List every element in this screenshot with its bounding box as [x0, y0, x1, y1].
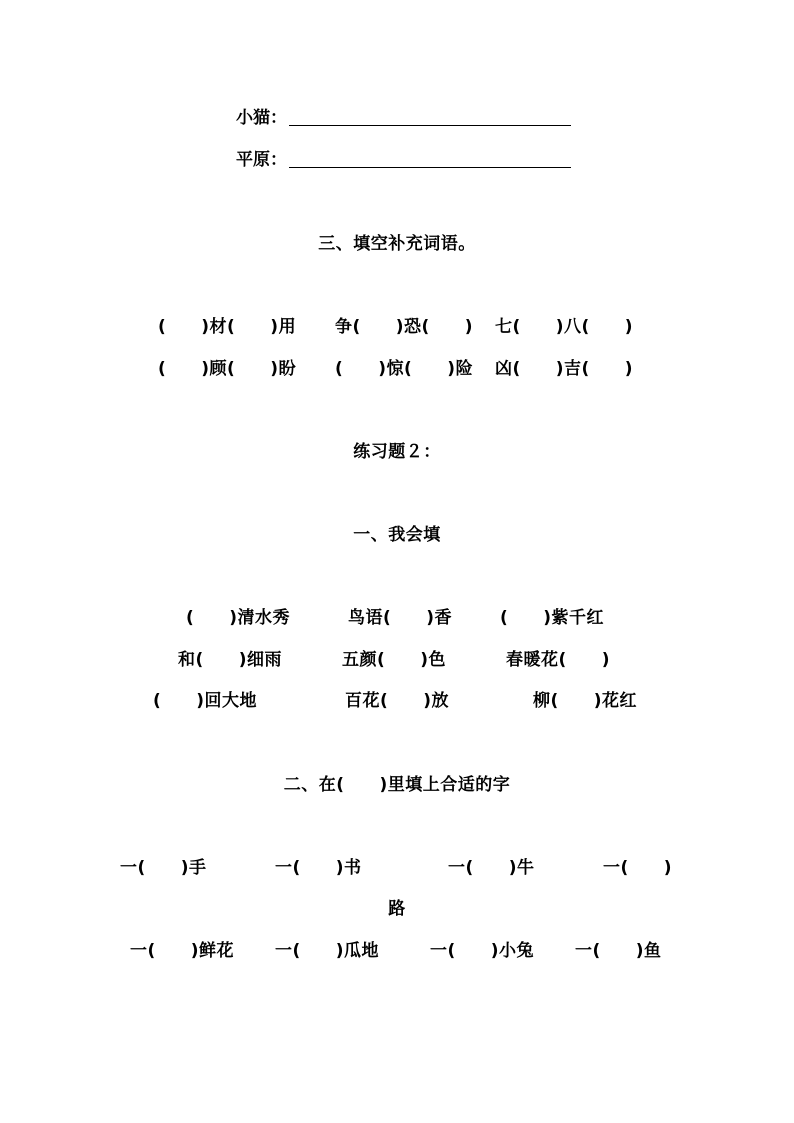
- measure-word-wrap: 路: [388, 899, 406, 919]
- answer-underline[interactable]: [289, 167, 571, 168]
- idiom-blank: ( )回大地: [153, 691, 258, 711]
- fill-line-label: 平原：: [236, 150, 287, 170]
- measure-word-blank: 一( )瓜地: [275, 941, 380, 961]
- measure-word-blank: 一( )鲜花: [130, 941, 235, 961]
- measure-word-blank: 一( )鱼: [575, 941, 662, 961]
- idiom-blank: 凶( )吉( ): [495, 359, 634, 379]
- section-heading: 三、填空补充词语。: [318, 234, 476, 254]
- part-heading: 一、我会填: [353, 525, 441, 545]
- idiom-blank: 七( )八( ): [495, 317, 634, 337]
- idiom-blank: 鸟语( )香: [348, 608, 453, 628]
- idiom-blank: ( )清水秀: [186, 608, 291, 628]
- measure-word-blank: 一( ): [603, 858, 673, 878]
- idiom-blank: ( )顾( )盼: [158, 359, 297, 379]
- measure-word-blank: 一( )牛: [448, 858, 535, 878]
- idiom-blank: ( )惊( )险: [335, 359, 474, 379]
- part-heading: 二、在( )里填上合适的字: [283, 775, 511, 795]
- idiom-blank: 争( )恐( ): [335, 317, 474, 337]
- exercise-title: 练习题２：: [353, 442, 441, 462]
- idiom-blank: 柳( )花红: [533, 691, 638, 711]
- fill-line-plain: [236, 150, 571, 170]
- idiom-blank: 和( )细雨: [178, 650, 283, 670]
- idiom-blank: 春暖花( ): [506, 650, 611, 670]
- idiom-blank: 五颜( )色: [342, 650, 447, 670]
- fill-line-kitten: [236, 108, 571, 128]
- measure-word-blank: 一( )小兔: [430, 941, 535, 961]
- idiom-blank: ( )材( )用: [158, 317, 297, 337]
- answer-underline[interactable]: [289, 125, 571, 126]
- idiom-blank: 百花( )放: [345, 691, 450, 711]
- measure-word-blank: 一( )手: [120, 858, 207, 878]
- idiom-blank: ( )紫千红: [500, 608, 605, 628]
- measure-word-blank: 一( )书: [275, 858, 362, 878]
- fill-line-label: 小猫：: [236, 108, 287, 128]
